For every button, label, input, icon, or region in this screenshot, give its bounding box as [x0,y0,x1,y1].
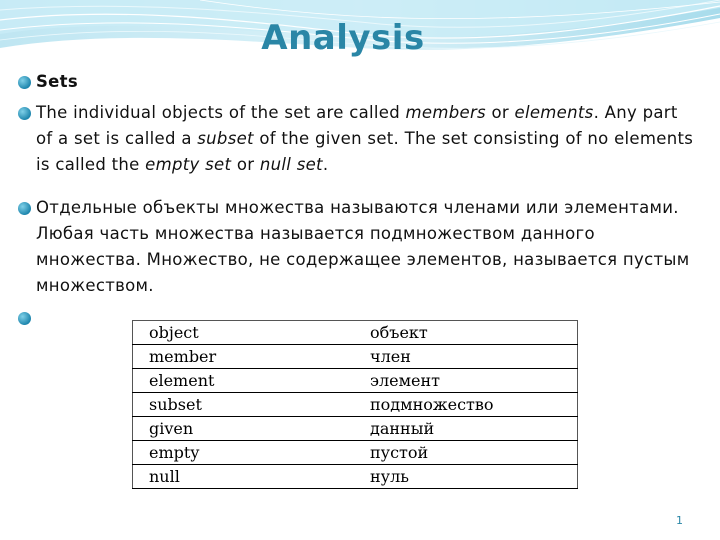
glossary-russian-term: объект [354,321,578,345]
definition-text-2: . Any part of a set is called a [36,103,678,148]
definition-text-3: of the given set. The set consisting of no elements is called the [36,129,694,174]
glossary-table [132,320,578,489]
bullet-heading [18,69,698,95]
glossary-russian-term: подмножество [354,393,578,417]
bullet-dot-icon [18,107,31,120]
glossary-english-term: given [133,417,355,441]
bullet-english-definition [18,100,698,178]
glossary-row [133,417,578,441]
glossary-english-term: element [133,369,355,393]
glossary-row [133,441,578,465]
term-members: members [405,103,486,122]
russian-text: Отдельные объекты множества называются членами или элементами. Любая часть множества называется подмножеством данного множества. Множество, не содержащее элементов, называется пустым множеством. [36,198,690,295]
bullet-dot-icon [18,202,31,215]
glossary-english-term: member [133,345,355,369]
glossary-row [133,465,578,489]
glossary-english-term: object [133,321,355,345]
glossary-row [133,369,578,393]
glossary-english-term: subset [133,393,355,417]
definition-text-4: . [322,155,329,174]
bullet-dot-icon [18,312,31,325]
glossary-row [133,321,578,345]
term-subset: subset [197,129,254,148]
slide-title: Analysis [261,18,425,58]
definition-text-or-1: or [485,103,515,122]
glossary-russian-term: член [354,345,578,369]
bullet-dot-icon [18,76,31,89]
term-elements: elements [514,103,594,122]
glossary-russian-term: нуль [354,465,578,489]
glossary-russian-term: элемент [354,369,578,393]
bullet-russian-definition [18,195,698,299]
heading-text: Sets [36,72,78,91]
glossary-row [133,393,578,417]
term-empty-set: empty set [145,155,232,174]
page-number: 1 [676,514,683,527]
glossary-russian-term: данный [354,417,578,441]
term-null-set: null set [259,155,323,174]
definition-text-1: The individual objects of the set are called [36,103,406,122]
glossary-english-term: null [133,465,355,489]
definition-text-or-2: or [231,155,260,174]
glossary-english-term: empty [133,441,355,465]
glossary-row [133,345,578,369]
glossary-russian-term: пустой [354,441,578,465]
bullet-list [18,68,698,331]
